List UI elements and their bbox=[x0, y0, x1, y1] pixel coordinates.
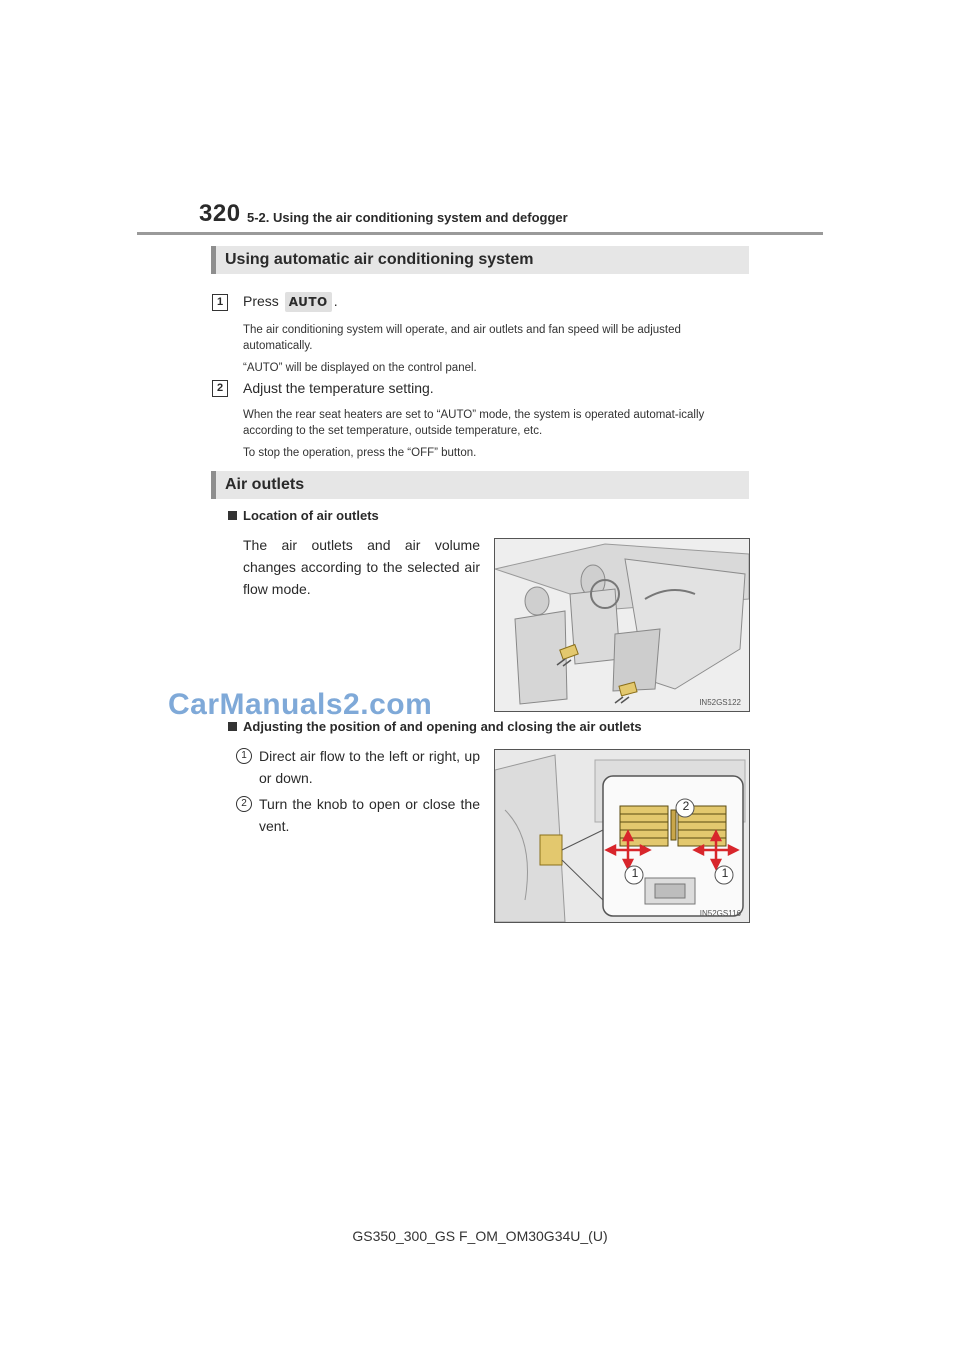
subheading-adjusting-text: Adjusting the position of and opening and closing the air outlets bbox=[243, 719, 642, 734]
subheading-location bbox=[228, 508, 379, 523]
callout-1-left: 1 bbox=[631, 866, 639, 880]
callout-2: 2 bbox=[682, 799, 690, 813]
step-1-note-1: The air conditioning system will operate, and air outlets and fan speed will be adjusted automatically. bbox=[243, 324, 681, 352]
cabin-drawing bbox=[495, 539, 749, 711]
header-divider bbox=[137, 232, 823, 235]
section-title-automatic-ac: Using automatic air conditioning system bbox=[211, 246, 749, 274]
step-2-note-2: To stop the operation, press the “OFF” button. bbox=[243, 447, 477, 459]
step-2-text: Adjust the temperature setting. bbox=[243, 380, 434, 396]
auto-key-icon: AUTO bbox=[285, 292, 332, 312]
square-bullet-icon bbox=[228, 722, 237, 731]
section-title-air-outlets: Air outlets bbox=[211, 471, 749, 499]
adjust-item-1-text: Direct air flow to the left or right, up or down. bbox=[259, 748, 480, 786]
vent-drawing bbox=[495, 750, 749, 922]
rear-vent-illustration bbox=[494, 749, 750, 923]
subheading-adjusting bbox=[228, 719, 642, 734]
footer-doc-code: GS350_300_GS F_OM_OM30G34U_(U) bbox=[352, 1228, 608, 1244]
cabin-outlets-illustration bbox=[494, 538, 750, 712]
step-1-note-2: “AUTO” will be displayed on the control panel. bbox=[243, 362, 477, 374]
figure-code-1: IN52GS122 bbox=[699, 698, 741, 707]
step-1-text-before: Press bbox=[243, 293, 279, 309]
adjust-item-2-text: Turn the knob to open or close the vent. bbox=[259, 796, 480, 834]
square-bullet-icon bbox=[228, 511, 237, 520]
callout-1-right: 1 bbox=[721, 866, 729, 880]
step-number-1: 1 bbox=[212, 294, 228, 311]
section-header-title: 5-2. Using the air conditioning system and defogger bbox=[247, 210, 568, 225]
item-number-2: 2 bbox=[236, 796, 252, 812]
page-number: 320 bbox=[199, 200, 241, 227]
step-number-2: 2 bbox=[212, 380, 228, 397]
location-description: The air outlets and air volume changes according to the selected air flow mode. bbox=[243, 537, 480, 597]
step-1-text-after: . bbox=[333, 293, 338, 309]
step-2-note-1: When the rear seat heaters are set to “AUTO” mode, the system is operated automat-ically according to the set temperature, outside temperature, etc. bbox=[243, 409, 705, 437]
step-1-text bbox=[243, 292, 338, 312]
subheading-location-text: Location of air outlets bbox=[243, 508, 379, 523]
item-number-1: 1 bbox=[236, 748, 252, 764]
figure-code-2: IN52GS116 bbox=[699, 909, 741, 918]
watermark-text: CarManuals2.com bbox=[168, 688, 433, 721]
